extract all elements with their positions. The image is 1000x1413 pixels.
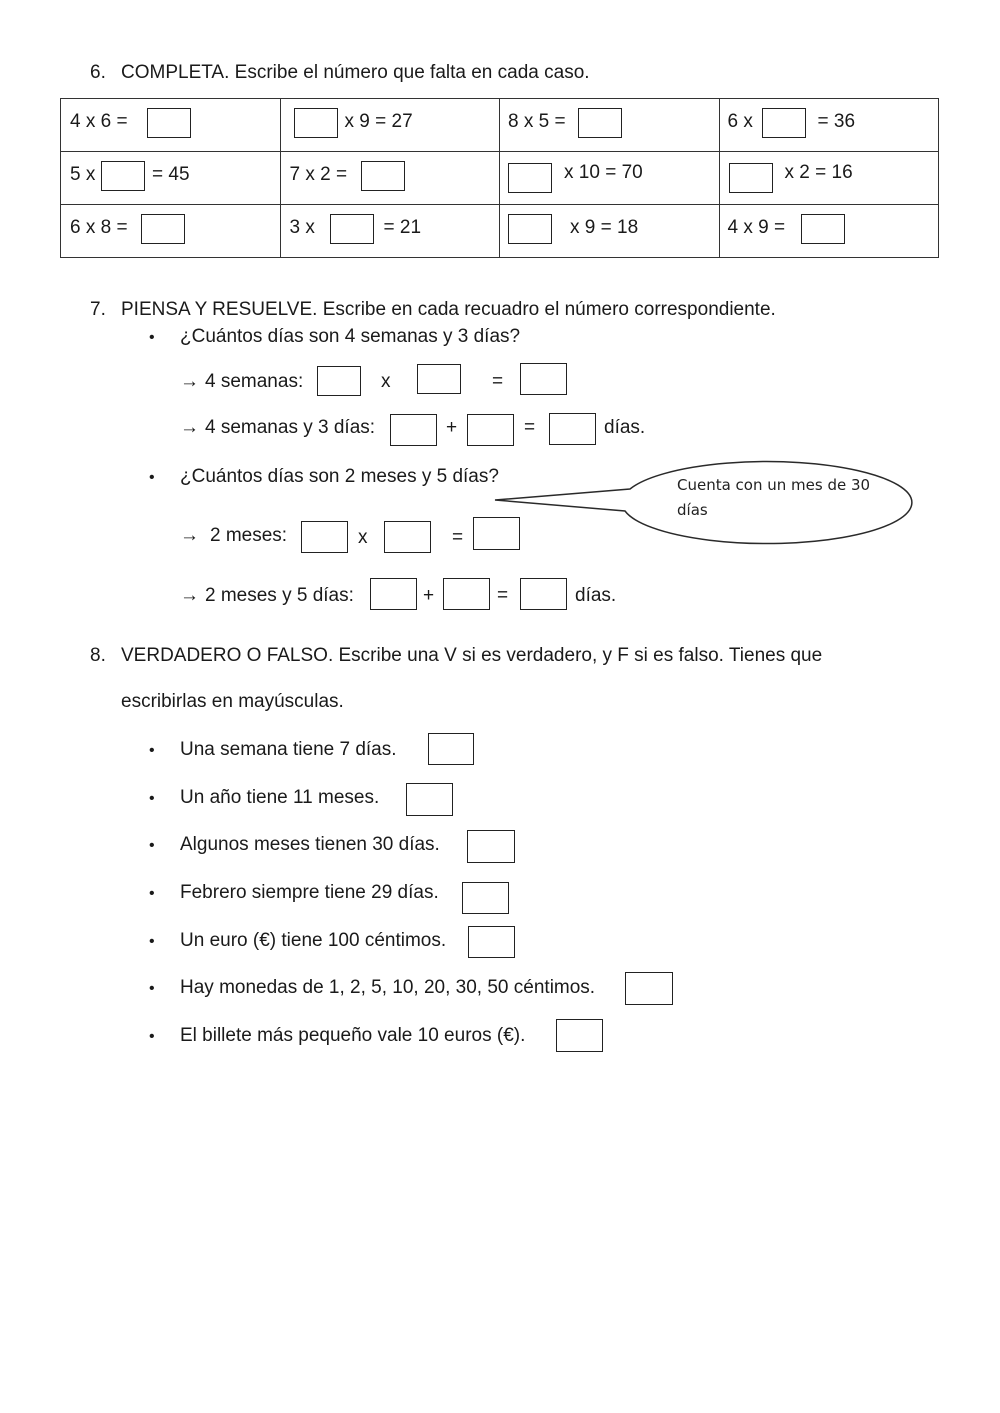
bullet: • <box>149 980 155 997</box>
equation-text: 3 x <box>289 217 315 238</box>
bullet: • <box>149 837 155 854</box>
equation-text: 4 x 6 = <box>70 111 128 132</box>
question-months: ¿Cuántos días son 2 meses y 5 días? <box>180 466 499 487</box>
answer-box[interactable] <box>301 521 348 553</box>
equation-text: 7 x 2 = <box>289 164 348 185</box>
months-days-label: 2 meses y 5 días: <box>205 585 354 606</box>
answer-box[interactable] <box>370 578 417 610</box>
statement-text: El billete más pequeño vale 10 euros (€). <box>180 1025 526 1046</box>
section-6-title: COMPLETA. Escribe el número que falta en cada caso. <box>121 62 590 83</box>
equation-text: 6 x 8 = <box>70 217 128 238</box>
bullet: • <box>149 1028 155 1045</box>
equation-text: 8 x 5 = <box>508 111 566 132</box>
equation-text: x 10 = 70 <box>564 162 643 183</box>
months-label: 2 meses: <box>210 525 288 546</box>
equation-text: = 36 <box>817 111 856 132</box>
statement-text: Hay monedas de 1, 2, 5, 10, 20, 30, 50 céntimos. <box>180 977 596 998</box>
statement-text: Febrero siempre tiene 29 días. <box>180 882 439 903</box>
equation-text: 6 x <box>727 111 753 132</box>
bubble-hint: Cuenta con un mes de 30 días <box>677 476 871 519</box>
weeks-label: 4 semanas: <box>205 371 304 392</box>
answer-box[interactable] <box>520 578 567 610</box>
times-sign: x <box>358 527 368 548</box>
section-6-number: 6. <box>90 62 106 83</box>
answer-box[interactable] <box>473 517 520 550</box>
equation-text: = 45 <box>152 164 190 185</box>
bullet: • <box>149 742 155 759</box>
equals-sign: = <box>452 527 464 548</box>
plus-sign: + <box>423 585 435 606</box>
true-false-box[interactable] <box>428 733 474 765</box>
statement-text: Algunos meses tienen 30 días. <box>180 834 440 855</box>
true-false-box[interactable] <box>468 926 515 958</box>
equals-sign: = <box>524 417 536 438</box>
true-false-box[interactable] <box>556 1019 603 1052</box>
equation-text: x 2 = 16 <box>784 162 853 183</box>
bullet: • <box>149 469 155 486</box>
statement-text: Una semana tiene 7 días. <box>180 739 397 760</box>
equation-text: 4 x 9 = <box>727 217 786 238</box>
section-7-number: 7. <box>90 299 106 320</box>
arrow-icon: → <box>180 585 199 606</box>
plus-sign: + <box>446 417 458 438</box>
statement-text: Un año tiene 11 meses. <box>180 787 380 808</box>
true-false-box[interactable] <box>406 783 453 816</box>
arrow-icon: → <box>180 371 199 392</box>
equation-text: x 9 = 18 <box>570 217 639 238</box>
question-weeks: ¿Cuántos días son 4 semanas y 3 días? <box>180 326 521 347</box>
equation-text: = 21 <box>383 217 422 238</box>
equation-text: x 9 = 27 <box>344 111 413 132</box>
section-8-title-cont: escribirlas en mayúsculas. <box>121 691 344 712</box>
statement-text: Un euro (€) tiene 100 céntimos. <box>180 930 447 951</box>
equation-text: 5 x <box>70 164 96 185</box>
equals-sign: = <box>497 585 509 606</box>
bullet: • <box>149 790 155 807</box>
times-sign: x <box>381 371 391 392</box>
arrow-icon: → <box>180 417 199 438</box>
answer-box[interactable] <box>443 578 490 610</box>
bullet: • <box>149 933 155 950</box>
dias-label: días. <box>604 417 646 438</box>
section-7-title: PIENSA Y RESUELVE. Escribe en cada recuadro el número correspondiente. <box>121 299 776 320</box>
answer-box[interactable] <box>384 521 431 553</box>
equals-sign: = <box>492 371 504 392</box>
section-8-title: VERDADERO O FALSO. Escribe una V si es verdadero, y F si es falso. Tienes que <box>121 645 823 666</box>
true-false-box[interactable] <box>467 830 515 863</box>
bullet: • <box>149 329 155 346</box>
true-false-box[interactable] <box>625 972 673 1005</box>
section-8-number: 8. <box>90 645 106 666</box>
dias-label: días. <box>575 585 617 606</box>
true-false-box[interactable] <box>462 882 509 914</box>
bullet: • <box>149 885 155 902</box>
weeks-days-label: 4 semanas y 3 días: <box>205 417 376 438</box>
arrow-icon: → <box>180 525 199 546</box>
